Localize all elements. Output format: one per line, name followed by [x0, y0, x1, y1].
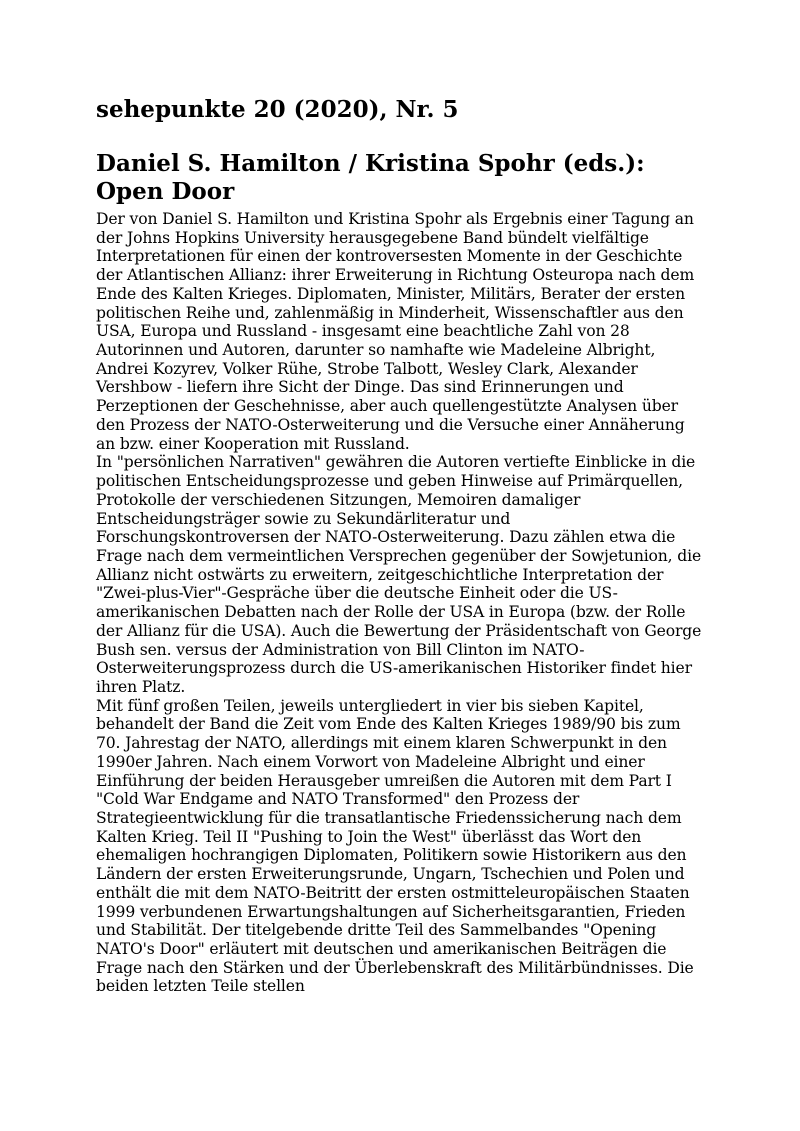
review-page — [96, 96, 706, 996]
journal-heading: sehepunkte 20 (2020), Nr. 5 — [96, 96, 459, 123]
review-body — [96, 210, 706, 996]
review-paragraph-1: Der von Daniel S. Hamilton und Kristina Spohr als Ergebnis einer Tagung an der Johns Hopkins University herausgegebene Band bündelt vielfältige Interpretationen für einen der kontroversesten Momente in der Geschichte der Atlantischen Allianz: ihrer Erweiterung in Richtung Osteuropa nach dem Ende des Kalten Krieges. Diplomaten, Minister, Militärs, Berater der ersten politischen Reihe und, zahlenmäßig in Minderheit, Wissenschaftler aus den USA, Europa und Russland - insgesamt eine beachtliche Zahl von 28 Autorinnen und Autoren, darunter so namhafte wie Madeleine Albright, Andrei Kozyrev, Volker Rühe, Strobe Talbott, Wesley Clark, Alexander Vershbow - liefern ihre Sicht der Dinge. Das sind Erinnerungen und Perzeptionen der Geschehnisse, aber auch quellengestützte Analysen über den Prozess der NATO-Osterweiterung und die Versuche einer Annäherung an bzw. einer Kooperation mit Russland. — [96, 210, 695, 453]
review-title: Daniel S. Hamilton / Kristina Spohr (eds.): Open Door — [96, 150, 645, 205]
review-paragraph-3: Mit fünf großen Teilen, jeweils untergliedert in vier bis sieben Kapitel, behandelt der Band die Zeit vom Ende des Kalten Krieges 1989/90 bis zum 70. Jahrestag der NATO, allerdings mit einem klaren Schwerpunkt in den 1990er Jahren. Nach einem Vorwort von Madeleine Albright und einer Einführung der beiden Herausgeber umreißen die Autoren mit dem Part I "Cold War Endgame and NATO Transformed" den Prozess der Strategieentwicklung für die transatlantische Friedenssicherung nach dem Kalten Krieg. Teil II "Pushing to Join the West" überlässt das Wort den ehemaligen hochrangigen Diplomaten, Politikern sowie Historikern aus den Ländern der ersten Erweiterungsrunde, Ungarn, Tschechien und Polen und enthält die mit dem NATO-Beitritt der ersten ostmitteleuropäischen Staaten 1999 verbundenen Erwartungshaltungen auf Sicherheitsgarantien, Frieden und Stabilität. Der titelgebende dritte Teil des Sammelbandes "Opening NATO's Door" erläutert mit deutschen und amerikanischen Beiträgen die Frage nach den Stärken und der Überlebenskraft des Militärbündnisses. Die beiden letzten Teile stellen — [96, 696, 694, 996]
review-paragraph-2: In "persönlichen Narrativen" gewähren die Autoren vertiefte Einblicke in die politischen Entscheidungsprozesse und geben Hinweise auf Primärquellen, Protokolle der verschiedenen Sitzungen, Memoiren damaliger Entscheidungsträger sowie zu Sekundärliteratur und Forschungskontroversen der NATO-Osterweiterung. Dazu zählen etwa die Frage nach dem vermeintlichen Versprechen gegenüber der Sowjetunion, die Allianz nicht ostwärts zu erweitern, zeitgeschichtliche Interpretation der "Zwei-plus-Vier"-Gespräche über die deutsche Einheit oder die US-amerikanischen Debatten nach der Rolle der USA in Europa (bzw. der Rolle der Allianz für die USA). Auch die Bewertung der Präsidentschaft von George Bush sen. versus der Administration von Bill Clinton im NATO-Osterweiterungsprozess durch die US-amerikanischen Historiker findet hier ihren Platz. — [96, 453, 702, 696]
